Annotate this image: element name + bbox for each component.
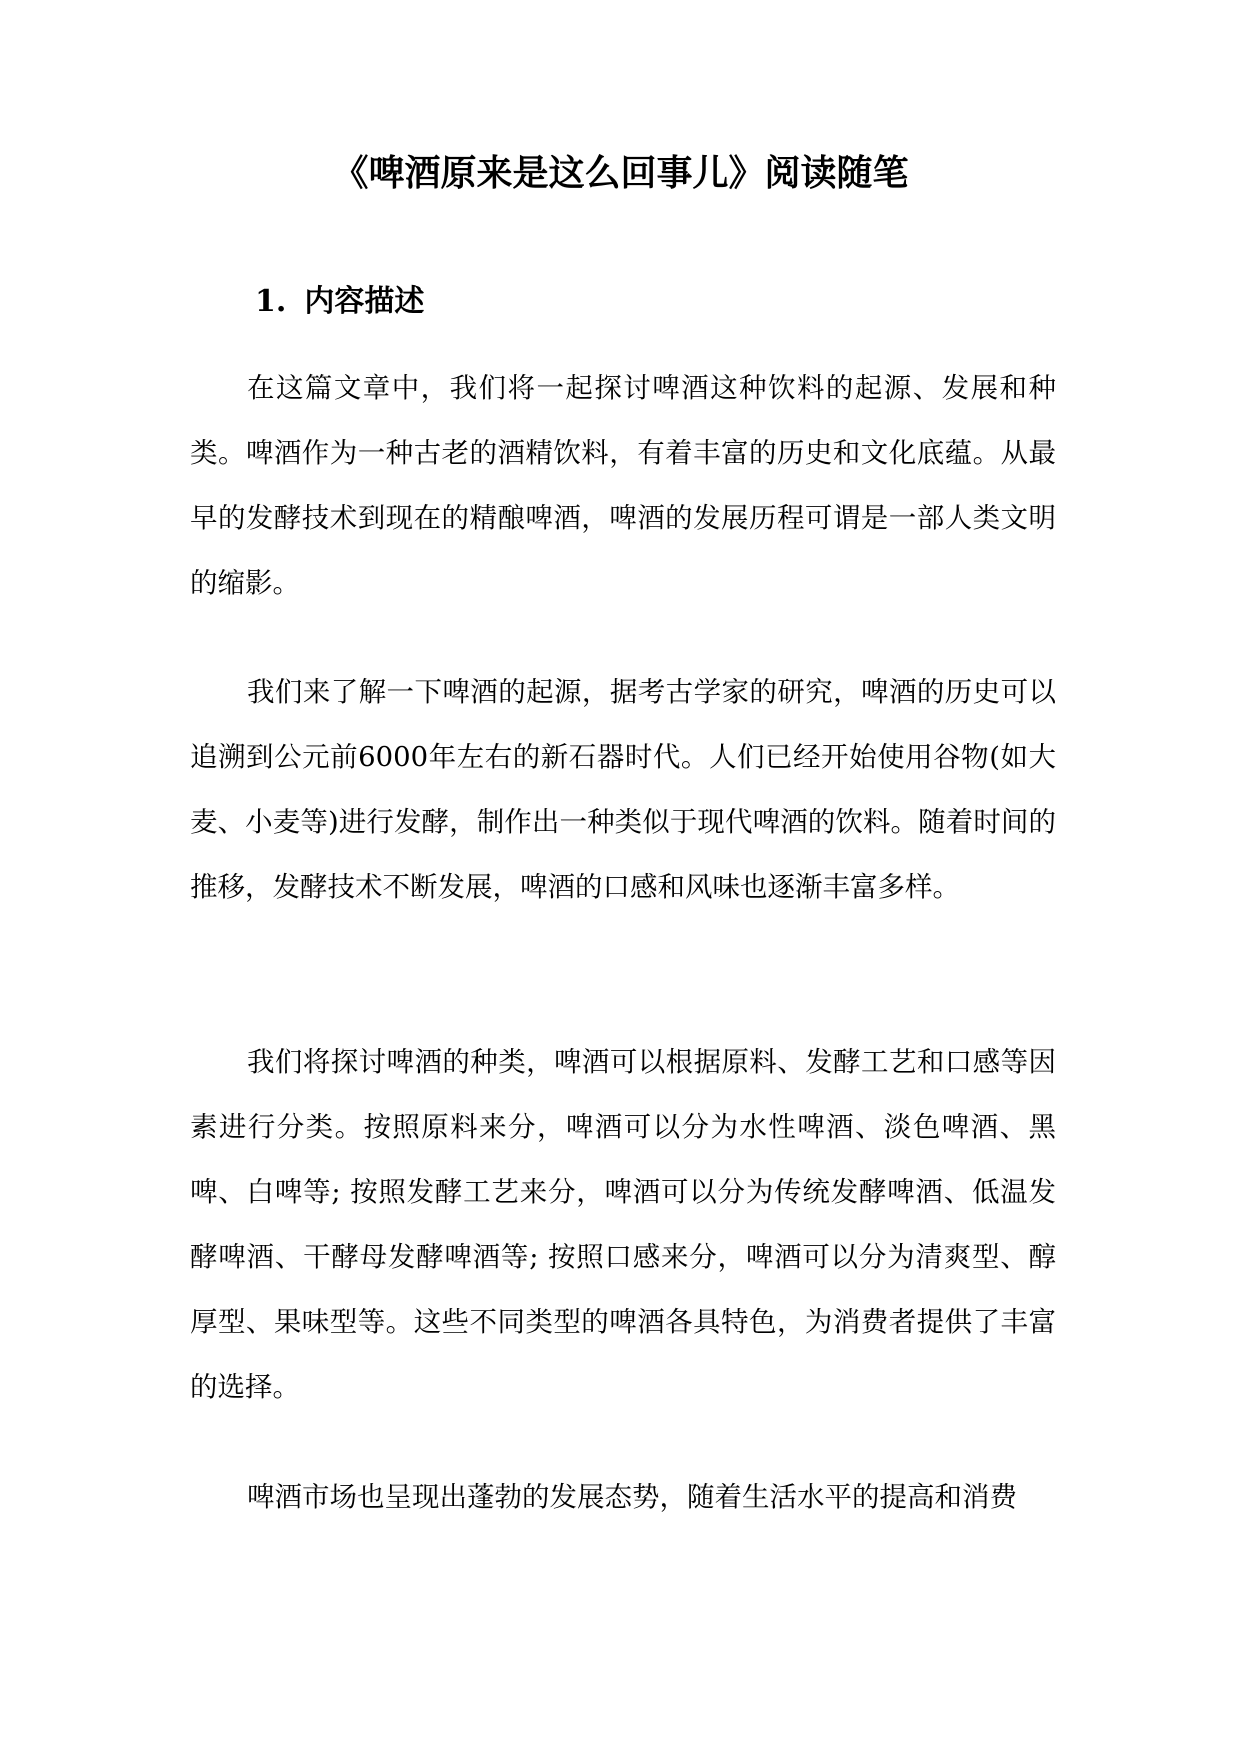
paragraph-3: 我们将探讨啤酒的种类，啤酒可以根据原料、发酵工艺和口感等因素进行分类。按照原料来分，啤酒可以分为水性啤酒、淡色啤酒、黑啤、白啤等; 按照发酵工艺来分，啤酒可以分为传统发酵啤酒、低温发酵啤酒、干酵母发酵啤酒等; 按照口感来分，啤酒可以分为清爽型、醇厚型、果味型等。这些不同类型的啤酒各具特色，为消费者提供了丰富的选择。 bbox=[190, 1046, 1056, 1403]
document-title: 《啤酒原来是这么回事儿》阅读随笔 bbox=[332, 152, 909, 194]
section-heading bbox=[255, 280, 424, 324]
section-number: 1. bbox=[255, 284, 287, 319]
paragraph-4: 啤酒市场也呈现出蓬勃的发展态势，随着生活水平的提高和消费 bbox=[247, 1481, 1017, 1513]
section-title: 内容描述 bbox=[304, 284, 425, 319]
paragraph-1: 在这篇文章中，我们将一起探讨啤酒这种饮料的起源、发展和种类。啤酒作为一种古老的酒精饮料，有着丰富的历史和文化底蕴。从最早的发酵技术到现在的精酿啤酒，啤酒的发展历程可谓是一部人类文明的缩影。 bbox=[190, 372, 1056, 599]
paragraph-2: 我们来了解一下啤酒的起源，据考古学家的研究，啤酒的历史可以追溯到公元前6000年左右的新石器时代。人们已经开始使用谷物(如大麦、小麦等)进行发酵，制作出一种类似于现代啤酒的饮料。随着时间的推移，发酵技术不断发展，啤酒的口感和风味也逐渐丰富多样。 bbox=[190, 676, 1056, 903]
